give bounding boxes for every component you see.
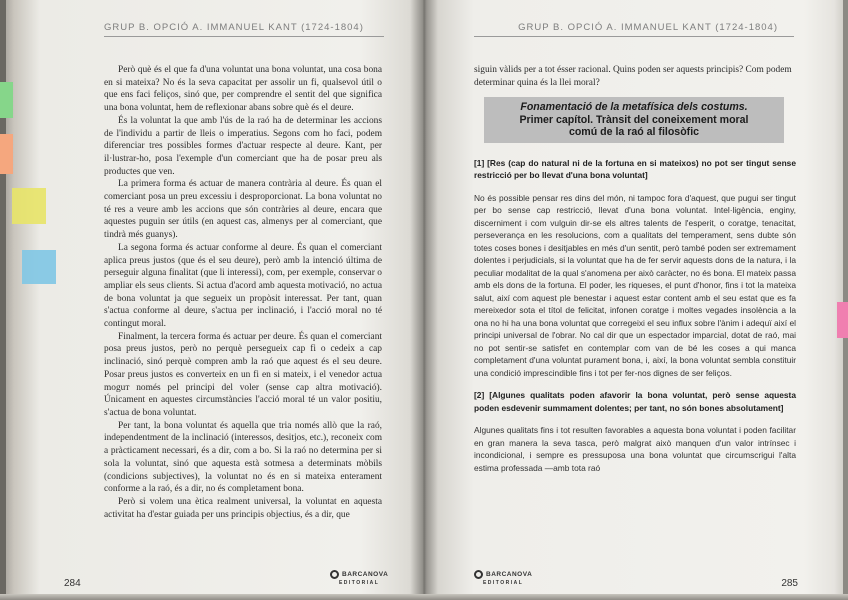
- sticky-tab-pink[interactable]: [837, 302, 848, 338]
- sticky-tab-green[interactable]: [0, 82, 13, 118]
- paragraph: La segona forma és actuar conforme al deure. És quan el comerciant aplica preus justos (que és el seu deure), però amb la intenció última de perseguir alguna finalitat (que li interessi), com, per exemple, conservar o ampliar els seus clients. Si actua d'acord amb aquesta motivació, no actua de bona voluntat ja que segueix un propòsit interessat. Per tant, quan s'actua conforme al deure, s'actua per inclinació, i l'acció moral no té contingut moral.: [104, 242, 382, 330]
- right-page: [424, 0, 848, 600]
- paragraph: Finalment, la tercera forma és actuar per deure. És quan el comerciant posa preus justos, però no perquè persegueix cap fi o cedeix a cap inclinació, sinó perquè compren amb la raó que aquest és el seu deure. Posar preus justos es converteix en un fi en si mateix, i el venedor actua moguт només pel principi del voler (sense cap altra motivació). Únicament en aquestes circumstàncies l'acció moral té un valor positiu, s'actua de bona voluntat.: [104, 331, 382, 418]
- quote-header: [2] [Algunes qualitats poden afavorir la bona voluntat, però sense aquesta poden esdevenir summament dolentes; per tant, no són bones absolutament]: [474, 390, 796, 413]
- paragraph: Però si volem una ètica realment universal, la voluntat en aquesta activitat ha d'estar guiada per uns principis objectius, és a dir, que: [104, 496, 382, 520]
- paragraph: Però què és el que fa d'una voluntat una bona voluntat, una cosa bona en si mateixa? No és la seva capacitat per assolir un fi, qualsevol útil o que ens faci feliços, sinó que, per comprendre el sentit del que significa una bona voluntat, hem de reflexionar abans sobre què és el deure.: [104, 65, 382, 114]
- continuation-text: siguin vàlids per a tot ésser racional. Quins poden ser aquests principis? Com podem determinar quina és la llei moral?: [474, 65, 792, 88]
- running-head: GRUP B. OPCIÓ A. IMMANUEL KANT (1724-1804): [518, 22, 778, 33]
- sticky-tab-blue[interactable]: [22, 250, 56, 284]
- publisher-sub: EDITORIAL: [482, 580, 524, 587]
- sticky-tab-yellow[interactable]: [12, 188, 46, 224]
- header-rule: [104, 36, 384, 37]
- right-text-column: [474, 64, 796, 484]
- publisher-logo-icon: [474, 570, 483, 579]
- page-number: 285: [781, 578, 798, 589]
- publisher-logo-icon: [330, 570, 339, 579]
- book-gutter: [410, 0, 438, 600]
- page-edge: [843, 0, 848, 600]
- publisher-name: BARCANOVA: [342, 571, 389, 579]
- sticky-tab-orange[interactable]: [0, 134, 13, 174]
- paragraph: És la voluntat la que amb l'ús de la raó ha de determinar les accions de l'individu a partir de lleis o imperatius. Segons com ho faci, podem diferenciar tres possibles formes d'actuar respecte al deure. Kant, per il·lustrar-ho, posa l'exemple d'un comerciant que ha de posar preu als productes que ven.: [104, 115, 382, 177]
- publisher-logo: [474, 570, 532, 587]
- running-head: GRUP B. OPCIÓ A. IMMANUEL KANT (1724-1804): [104, 22, 364, 33]
- publisher-sub: EDITORIAL: [338, 580, 380, 587]
- publisher-name: BARCANOVA: [486, 571, 533, 579]
- quote-text: Algunes qualitats fins i tot resulten favorables a aquesta bona voluntat i poden facilitar en gran manera la seva tasca, però malgrat això manquen d'un valor intrínsec i incondicional, i sempre es pressuposa una bona voluntat que circumscrigui l'alta estima professada —amb tota raó: [474, 425, 796, 473]
- quote-text: No és possible pensar res dins del món, ni tampoc fora d'aquest, que pugui ser tingut per bo sense cap restricció, llevat d'una bona voluntat. Intel·ligència, enginy, discerniment i com vulguin dir-se els altres talents de l'esperit, o coratge, tenacitat, perseverança en les resolucions, com a qualitats del temperament, sens dubte són totes coses bones i desitjables en més d'un sentit, però també poden ser extremament dolentes i perjudicials, si la voluntat que ha de fer servir aquests dons de la natura, i la peculiar modalitat de la qual s'anomena per això caràcter, no és bona. El mateix passa amb els dons de la fortuna. El poder, les riqueses, el punt d'honor, fins i tot la mateixa salut, així com aquest ple benestar i aquest estar content amb el seu estat que es fa mereixedor sota el títol de felicitat, infonen coratge i moltes vegades insolència a la ona no hi ha una bona voluntat que corregeixi el seu influx sobre l'ànim i adequï així el principi universal de l'obrar. No cal dir que un espectador imparcial, dotat de raó, mai no pot sentir-se satisfet en contemplar com van de bé les coses a qui manca completament d'una voluntat purament bona, i, així, la bona voluntat sembla constituir una condició imprescindible fins i tot per fer-nos dignes de ser feliços.: [474, 192, 796, 378]
- paragraph: La primera forma és actuar de manera contrària al deure. És quan el comerciant posa un preu excessiu i desproporcionat. La bona voluntat no té res a veure amb les accions que són contràries al deure, encara que aquestes puguin ser útils (en aquest cas, almenys per al comerciant, que tindrà més guanys).: [104, 179, 382, 241]
- quote-header: [1] [Res (cap do natural ni de la fortuna en si mateixos) no pot ser tingut sense restricció per bo llevat d'una bona voluntat]: [474, 157, 796, 181]
- section-heading-line: Primer capítol. Trànsit del coneixement moral: [519, 113, 749, 126]
- header-rule: [474, 36, 794, 37]
- section-heading-box: [484, 97, 784, 143]
- publisher-logo: [330, 570, 388, 587]
- paragraph: Per tant, la bona voluntat és aquella que tria només allò que la raó, independentment de la inclinació (interessos, desitjos, etc.), reconeix com a pràcticament necessari, és a dir, com a bo. Si la raó no determina per si sola la voluntat, sinó que aquesta està sotmesa a determinats mòbils (condicions subjectives), la voluntat no és en si mateixa enterament conforme a la raó, és a dir, no és completament bona.: [104, 420, 382, 495]
- page-number: 284: [64, 578, 81, 589]
- left-text-column: [104, 64, 382, 521]
- section-heading-line: Fonamentació de la metafísica dels costums.: [520, 101, 748, 114]
- section-heading-line: comú de la raó al filosòfic: [568, 126, 700, 139]
- book-bottom-edge: [0, 594, 848, 600]
